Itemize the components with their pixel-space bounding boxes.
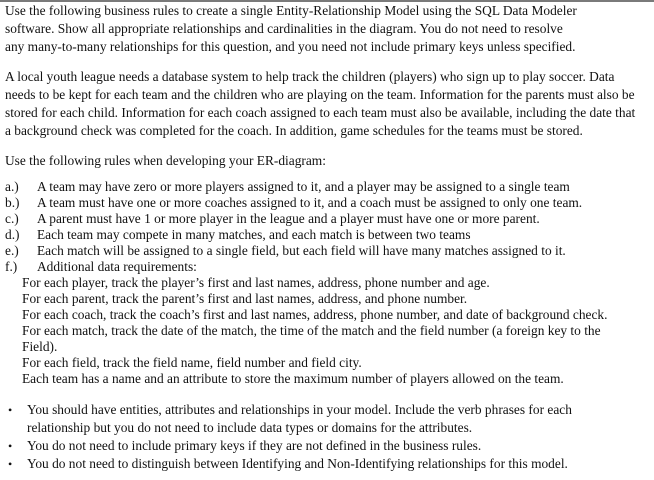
rule-item: [5, 259, 197, 275]
rule-letter: d.): [5, 227, 20, 242]
rule-letter: a.): [5, 179, 19, 194]
intro-line: any many-to-many relationships for this question, and you need not include primary keys unless specified.: [5, 39, 576, 54]
rule-text: Each team may compete in many matches, and each match is between two teams: [37, 227, 471, 242]
bullet-item: [5, 455, 568, 473]
intro-line: software. Show all appropriate relationships and cardinalities in the diagram. You do not need to resolve: [5, 21, 563, 36]
bullet-text: You do not need to distinguish between Identifying and Non-Identifying relationships for this model.: [27, 456, 568, 471]
rule-text: A team must have one or more coaches assigned to it, and a coach must be assigned to only one team.: [37, 195, 583, 210]
intro-line: Use the following business rules to create a single Entity-Relationship Model using the SQL Data Modeler: [5, 3, 577, 18]
scenario-line: A local youth league needs a database system to help track the children (players) who sign up to play soccer. Data: [5, 69, 615, 84]
bullet-continuation: relationship but you do not need to include data types or domains for the attributes.: [27, 420, 473, 435]
rule-item: [5, 211, 540, 227]
rule-text: Each match will be assigned to a single field, but each field will have many matches assigned to it.: [37, 243, 566, 258]
requirement-line: For each match, track the date of the match, the time of the match and the field number (a foreign key to the: [22, 323, 601, 338]
scenario-line: needs to be kept for each team and the children who are playing on the team. Information for the parents must also be: [5, 87, 635, 102]
intro-paragraph: [5, 2, 651, 56]
bullet-icon: •: [8, 457, 13, 471]
scenario-line: a background check was completed for the coach. In addition, game schedules for the teams must be stored.: [5, 123, 583, 138]
requirement-line: For each parent, track the parent’s first and last names, address, and phone number.: [22, 291, 468, 306]
requirement-line: Each team has a name and an attribute to store the maximum number of players allowed on the team.: [22, 371, 564, 386]
bullet-icon: •: [8, 403, 13, 417]
requirement-line: For each coach, track the coach’s first and last names, address, phone number, and date of background check.: [22, 307, 608, 322]
rule-letter: c.): [5, 211, 19, 226]
rule-text: A team may have zero or more players assigned to it, and a player may be assigned to a single team: [37, 179, 570, 194]
requirement-line: Field).: [22, 339, 58, 354]
bullet-item: [5, 401, 572, 419]
bullet-icon: •: [8, 439, 13, 453]
rule-text: Additional data requirements:: [37, 259, 197, 274]
scenario-paragraph: [5, 68, 651, 140]
bullet-text: You do not need to include primary keys if they are not defined in the business rules.: [27, 438, 482, 453]
rule-item: [5, 179, 570, 195]
bullet-text: You should have entities, attributes and relationships in your model. Include the verb phrases for each: [27, 402, 572, 417]
rule-letter: f.): [5, 259, 18, 274]
bullet-item: [5, 437, 481, 455]
rules-intro: Use the following rules when developing your ER-diagram:: [5, 153, 326, 168]
rule-item: [5, 227, 471, 243]
requirement-line: For each player, track the player’s first and last names, address, phone number and age.: [22, 275, 490, 290]
rule-letter: b.): [5, 195, 20, 210]
rule-item: [5, 195, 582, 211]
scenario-line: stored for each child. Information for each coach assigned to each team must also be available, including the date that: [5, 105, 636, 120]
rule-text: A parent must have 1 or more player in the league and a player must have one or more parent.: [37, 211, 540, 226]
rule-item: [5, 243, 566, 259]
requirement-line: For each field, track the field name, field number and field city.: [22, 355, 362, 370]
rule-letter: e.): [5, 243, 19, 258]
